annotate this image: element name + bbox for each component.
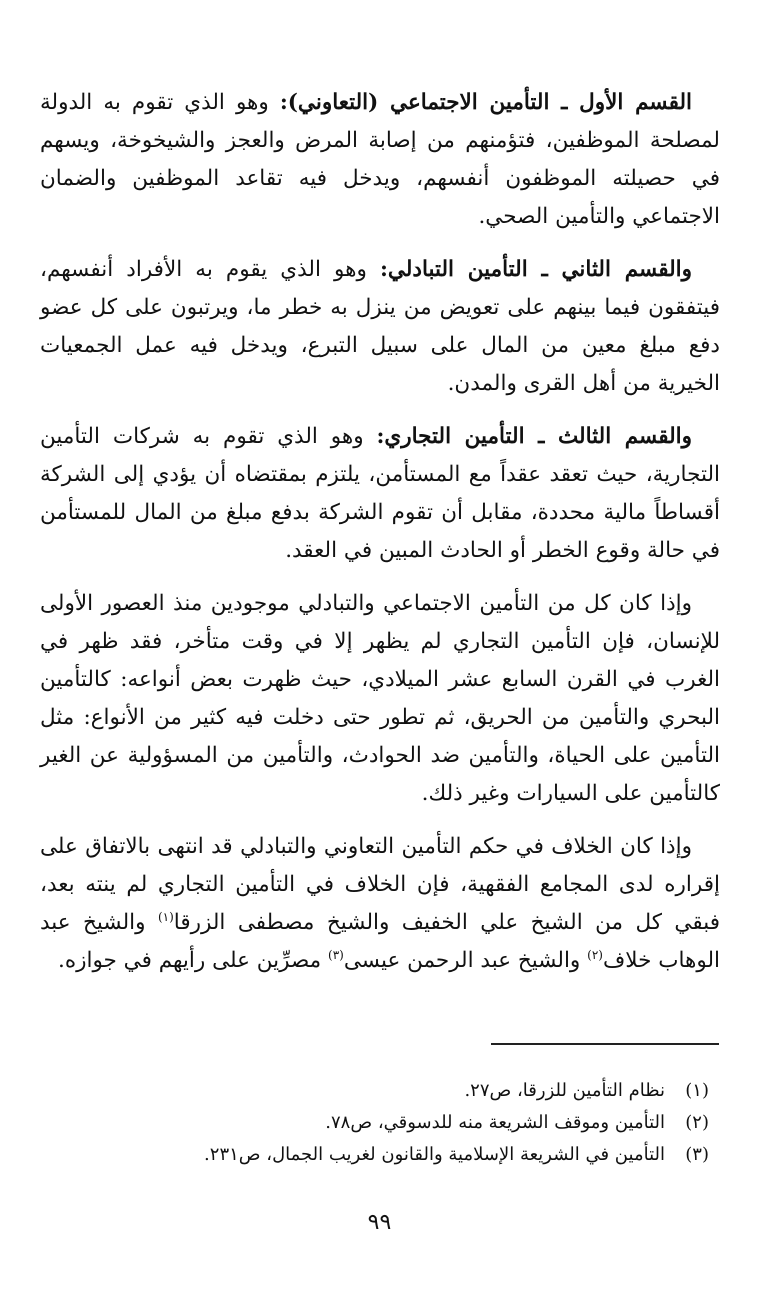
paragraph-body: وهو الذي يقوم به الأفراد أنفسهم، فيتفقون فيما بينهم على تعويض من ينزل به خطر ما، ويرتبون على كل عضو دفع مبلغ معين من المال على سبيل التبرع، ويدخل فيه عمل الجمعيات الخيرية من أهل القرى والمدن.: [40, 257, 720, 396]
paragraph-dispute: [40, 828, 720, 980]
page-number: ٩٩: [367, 1210, 392, 1235]
paragraph-body: وإذا كان الخلاف في حكم التأمين التعاوني والتبادلي قد انتهى بالاتفاق على إقراره لدى المجامع الفقهية، فإن الخلاف في التأمين التجاري لم ينته بعد، فبقي كل من الشيخ علي الخفيف والشيخ مصطفى الزرقا: [40, 834, 720, 935]
footnote-ref-2[interactable]: (٢): [587, 947, 603, 962]
paragraph-history: [40, 585, 720, 813]
paragraph-body: وهو الذي تقوم به الدولة لمصلحة الموظفين، فتؤمنهم من إصابة المرض والعجز والشيخوخة، ويسهم في حصيلته الموظفون أنفسهم، ويدخل فيه تقاعد الموظفين والضمان الاجتماعي والتأمين الصحي.: [40, 90, 720, 229]
footnote-divider: [491, 1043, 719, 1045]
paragraph-body: وهو الذي تقوم به شركات التأمين التجارية، حيث تعقد عقداً مع المستأمن، يلتزم بمقتضاه أن يؤدي إلى الشركة أقساطاً مالية محددة، مقابل أن تقوم الشركة بدفع مبلغ من المال للمستأمن في حالة وقوع الخطر أو الحادث المبين في العقد.: [40, 424, 720, 563]
footnote-number: (٢): [685, 1112, 709, 1133]
footnote-item: [69, 1107, 709, 1139]
footnote-text: التأمين وموقف الشريعة منه للدسوقي، ص٧٨.: [325, 1112, 665, 1133]
paragraph-body: وإذا كان كل من التأمين الاجتماعي والتبادلي موجودين منذ العصور الأولى للإنسان، فإن التأمين التجاري لم يظهر إلا في وقت متأخر، فقد ظهر في الغرب في القرن السابع عشر الميلادي، حيث ظهرت بعض أنواعه: كالتأمين البحري والتأمين من الحريق، ثم تطور حتى دخلت فيه كثير من الأنواع: مثل التأمين على الحياة، والتأمين ضد الحوادث، والتأمين من المسؤولية عن الغير كالتأمين على السيارات وغير ذلك.: [40, 591, 720, 806]
paragraph-body: مصرِّين على رأيهم في جوازه.: [58, 948, 329, 973]
footnote-item: [69, 1075, 709, 1107]
footnote-number: (١): [685, 1080, 709, 1101]
footnote-ref-1[interactable]: (١): [157, 909, 174, 924]
paragraph-commercial-insurance: [40, 418, 720, 570]
footnote-number: (٣): [685, 1144, 709, 1165]
paragraph-heading: والقسم الثالث ـ التأمين التجاري:: [376, 424, 692, 449]
paragraph-body: والشيخ عبد الوهاب خلاف: [40, 910, 720, 973]
paragraph-body: والشيخ عبد الرحمن عيسى: [343, 948, 588, 973]
footnote-ref-3[interactable]: (٣): [328, 947, 344, 962]
main-text: [40, 84, 720, 995]
footnotes: [69, 1075, 709, 1171]
paragraph-mutual-insurance: [40, 251, 720, 403]
footnote-item: [69, 1139, 709, 1171]
paragraph-heading: القسم الأول ـ التأمين الاجتماعي (التعاوني):: [279, 90, 692, 115]
footnote-text: نظام التأمين للزرقا، ص٢٧.: [464, 1080, 665, 1101]
paragraph-heading: والقسم الثاني ـ التأمين التبادلي:: [379, 257, 692, 282]
paragraph-social-insurance: [40, 84, 720, 236]
footnote-text: التأمين في الشريعة الإسلامية والقانون لغريب الجمال، ص٢٣١.: [204, 1144, 665, 1165]
